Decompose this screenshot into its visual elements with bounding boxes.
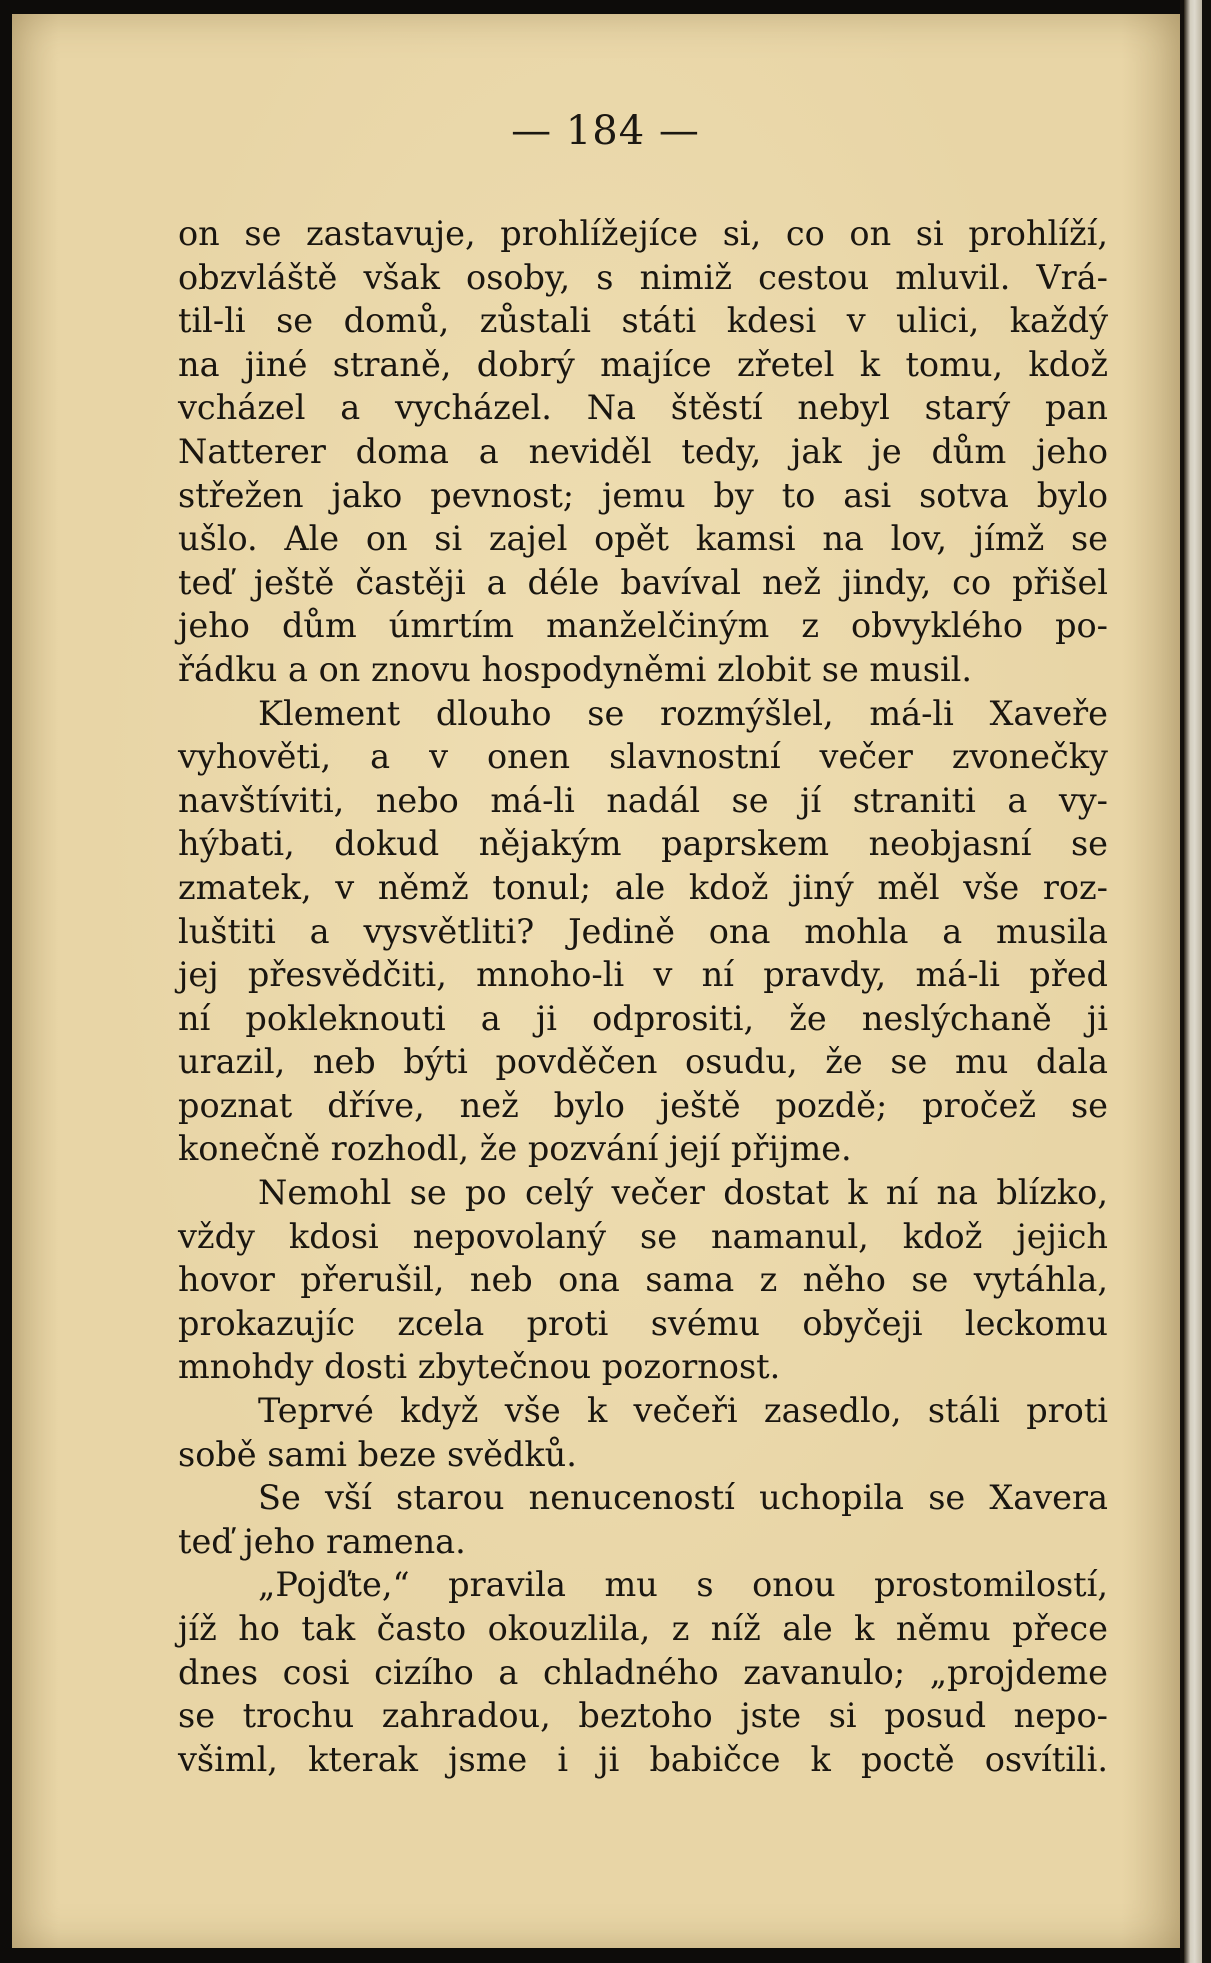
text-line: jej přesvědčiti, mnoho-li v ní pravdy, má-li před	[178, 955, 1108, 995]
text-line: jeho dům úmrtím manželčiným z obvyklého po-	[178, 606, 1108, 646]
text-line: obzvláště však osoby, s nimiž cestou mluvil. Vrá-	[178, 257, 1108, 297]
text-line: poznat dříve, než bylo ještě pozdě; pročež se	[178, 1085, 1108, 1125]
text-line: mnohdy dosti zbytečnou pozornost.	[178, 1347, 781, 1387]
text-line: Teprvé když vše k večeři zasedlo, stáli proti	[258, 1391, 1108, 1431]
text-line: jíž ho tak často okouzlila, z níž ale k němu přece	[178, 1609, 1108, 1648]
text-line: sobě sami beze svědků.	[178, 1434, 577, 1474]
text-line: Se vší starou nenuceností uchopila se Xavera	[258, 1478, 1108, 1518]
text-line: teď ještě častěji a déle bavíval než jindy, co přišel	[178, 562, 1108, 602]
body-text	[178, 212, 1108, 1781]
text-line: vcházel a vycházel. Na štěstí nebyl starý pan	[178, 388, 1108, 428]
text-line: na jiné straně, dobrý majíce zřetel k tomu, kdož	[178, 344, 1108, 384]
text-line: vyhověti, a v onen slavnostní večer zvonečky	[178, 737, 1108, 777]
text-line: ní pokleknouti a ji odprositi, že neslýchaně ji	[178, 998, 1108, 1038]
text-line: urazil, neb býti povděčen osudu, že se mu dala	[178, 1042, 1108, 1082]
text-line: zmatek, v němž tonul; ale kdož jiný měl vše roz-	[178, 867, 1108, 907]
page-edge	[1180, 0, 1211, 1963]
text-line: Nemohl se po celý večer dostat k ní na blízko,	[258, 1173, 1108, 1213]
text-line: řádku a on znovu hospodyněmi zlobit se musil.	[178, 649, 973, 689]
text-line: konečně rozhodl, že pozvání její přijme.	[178, 1129, 852, 1169]
text-line: on se zastavuje, prohlížejíce si, co on si prohlíží,	[178, 214, 1108, 253]
text-line: prokazujíc zcela proti svému obyčeji leckomu	[178, 1303, 1108, 1343]
text-line: Natterer doma a neviděl tedy, jak je dům jeho	[178, 431, 1108, 471]
text-line: se trochu zahradou, beztoho jste si posud nepo-	[178, 1696, 1108, 1736]
text-line: teď jeho ramena.	[178, 1521, 466, 1561]
text-line: vždy kdosi nepovolaný se namanul, kdož jejich	[178, 1216, 1108, 1256]
text-line: dnes cosi cizího a chladného zavanulo; „projdeme	[178, 1652, 1108, 1692]
text-line: hovor přerušil, neb ona sama z něho se vytáhla,	[178, 1260, 1108, 1300]
text-line: střežen jako pevnost; jemu by to asi sotva bylo	[178, 475, 1108, 515]
text-line: til-li se domů, zůstali státi kdesi v ulici, každý	[178, 301, 1108, 341]
text-line: navštíviti, nebo má-li nadál se jí straniti a vy-	[178, 780, 1108, 820]
page-number: — 184 —	[511, 108, 700, 154]
text-line: luštiti a vysvětliti? Jedině ona mohla a musila	[178, 911, 1108, 951]
text-line: ušlo. Ale on si zajel opět kamsi na lov, jímž se	[178, 519, 1108, 559]
text-line: „Pojďte,“ pravila mu s onou prostomilostí,	[258, 1565, 1108, 1605]
text-line: všiml, kterak jsme i ji babičce k poctě osvítili.	[178, 1739, 1108, 1779]
page-edge-strip	[1184, 0, 1202, 1963]
text-line: hýbati, dokud nějakým paprskem neobjasní se	[178, 824, 1108, 864]
text-line: Klement dlouho se rozmýšlel, má-li Xaveře	[258, 693, 1108, 733]
